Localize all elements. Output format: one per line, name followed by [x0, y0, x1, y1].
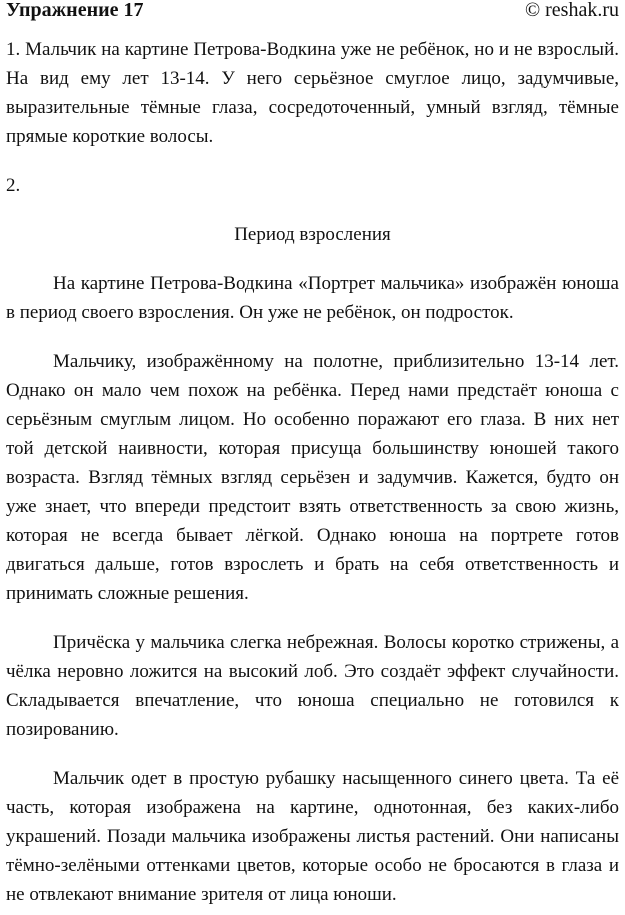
essay-heading: Период взросления — [234, 224, 391, 245]
essay-paragraph: Мальчик одет в простую рубашку насыщенного синего цвета. Та её часть, которая изображена на картине, однотонная, без каких-либо украшений. Позади мальчика изображены листья растений. Они написаны тёмно-зелёными оттенками цветов, которые особо не бросаются в глаза и не отвлекают внимание зрителя от лица юноши. — [6, 768, 619, 905]
page-header — [6, 0, 619, 22]
answer-2-label: 2. — [6, 175, 21, 196]
essay-paragraph: Причёска у мальчика слегка небрежная. Волосы коротко стрижены, а чёлка неровно ложится на высокий лоб. Это создаёт эффект случайности. Складывается впечатление, что юноша специально не готовился к позированию. — [6, 632, 619, 740]
site-watermark: © reshak.ru — [524, 0, 619, 21]
exercise-title: Упражнение 17 — [6, 0, 144, 21]
essay-paragraph: Мальчику, изображённому на полотне, приблизительно 13-14 лет. Однако он мало чем похож на ребёнка. Перед нами предстаёт юноша с серьёзным смуглым лицом. Но особенно поражают его глаза. В них нет той детской наивности, которая присуща большинству юношей такого возраста. Взгляд тёмных взгляд серьёзен и задумчив. Кажется, будто он уже знает, что впереди предстоит взять ответственность за свою жизнь, которая не всегда бывает лёгкой. Однако юноша на портрете готов двигаться дальше, готов взрослеть и брать на себя ответственность и принимать сложные решения. — [6, 351, 619, 604]
essay-paragraph: На картине Петрова-Водкина «Портрет мальчика» изображён юноша в период своего взросления. Он уже не ребёнок, он подросток. — [6, 273, 619, 323]
answer-1: 1. Мальчик на картине Петрова-Водкина уже не ребёнок, но и не взрослый. На вид ему лет 13-14. У него серьёзное смуглое лицо, задумчивые, выразительные тёмные глаза, сосредоточенный, умный взгляд, тёмные прямые короткие волосы. — [6, 39, 619, 147]
